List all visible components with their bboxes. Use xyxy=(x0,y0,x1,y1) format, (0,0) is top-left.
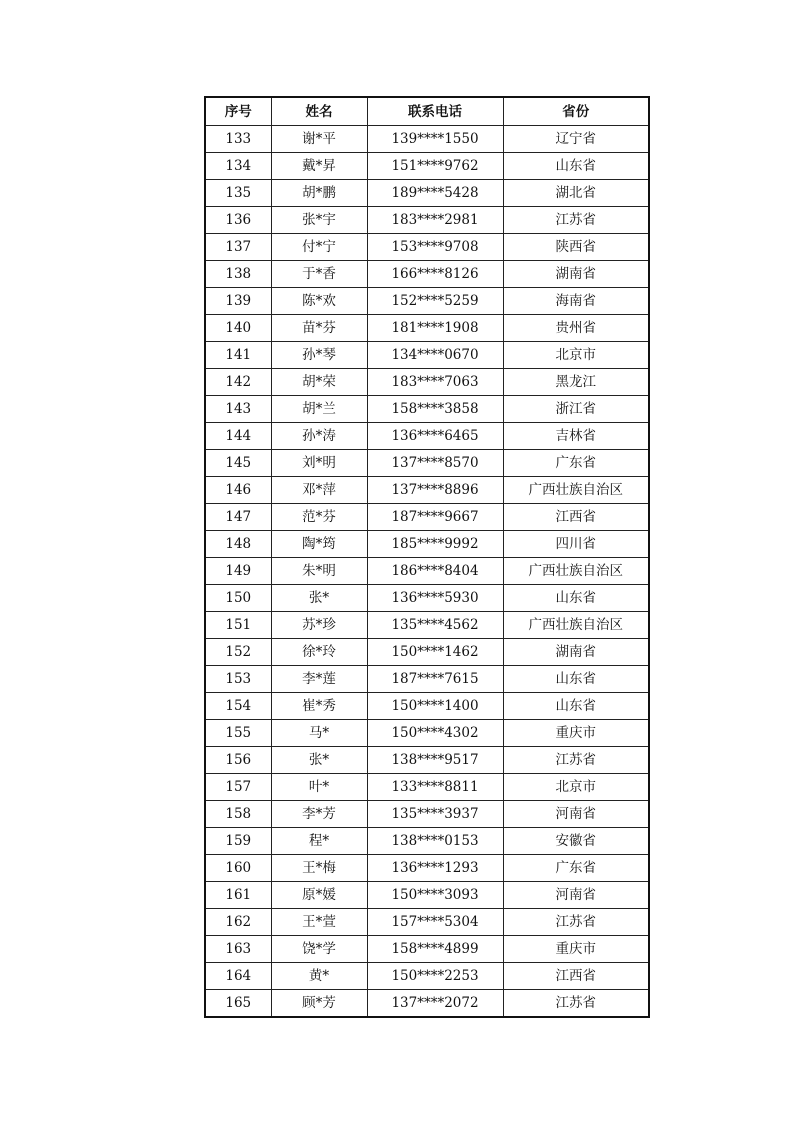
cell-province: 广西壮族自治区 xyxy=(503,477,649,504)
cell-phone: 136****6465 xyxy=(367,423,503,450)
cell-serial-number: 149 xyxy=(205,558,271,585)
cell-name: 张* xyxy=(271,585,367,612)
cell-province: 黑龙江 xyxy=(503,369,649,396)
cell-province: 广西壮族自治区 xyxy=(503,558,649,585)
header-province: 省份 xyxy=(503,97,649,126)
cell-serial-number: 139 xyxy=(205,288,271,315)
cell-name: 张*宇 xyxy=(271,207,367,234)
header-serial-number: 序号 xyxy=(205,97,271,126)
cell-serial-number: 150 xyxy=(205,585,271,612)
cell-name: 范*芬 xyxy=(271,504,367,531)
table-row xyxy=(205,396,649,423)
cell-name: 崔*秀 xyxy=(271,693,367,720)
cell-name: 胡*兰 xyxy=(271,396,367,423)
table-row xyxy=(205,531,649,558)
cell-phone: 185****9992 xyxy=(367,531,503,558)
cell-phone: 189****5428 xyxy=(367,180,503,207)
cell-province: 北京市 xyxy=(503,774,649,801)
cell-serial-number: 136 xyxy=(205,207,271,234)
cell-province: 贵州省 xyxy=(503,315,649,342)
table-row xyxy=(205,828,649,855)
table-row xyxy=(205,801,649,828)
cell-province: 吉林省 xyxy=(503,423,649,450)
cell-phone: 157****5304 xyxy=(367,909,503,936)
cell-province: 山东省 xyxy=(503,153,649,180)
cell-serial-number: 143 xyxy=(205,396,271,423)
cell-serial-number: 148 xyxy=(205,531,271,558)
cell-province: 江苏省 xyxy=(503,990,649,1018)
cell-phone: 138****9517 xyxy=(367,747,503,774)
cell-phone: 183****7063 xyxy=(367,369,503,396)
cell-name: 程* xyxy=(271,828,367,855)
cell-serial-number: 151 xyxy=(205,612,271,639)
cell-phone: 136****5930 xyxy=(367,585,503,612)
cell-name: 陶*筠 xyxy=(271,531,367,558)
cell-serial-number: 147 xyxy=(205,504,271,531)
cell-phone: 151****9762 xyxy=(367,153,503,180)
cell-phone: 139****1550 xyxy=(367,126,503,153)
cell-province: 广西壮族自治区 xyxy=(503,612,649,639)
cell-province: 广东省 xyxy=(503,855,649,882)
cell-province: 江苏省 xyxy=(503,207,649,234)
cell-name: 刘*明 xyxy=(271,450,367,477)
cell-name: 胡*荣 xyxy=(271,369,367,396)
cell-serial-number: 154 xyxy=(205,693,271,720)
cell-province: 四川省 xyxy=(503,531,649,558)
cell-province: 海南省 xyxy=(503,288,649,315)
table-row xyxy=(205,963,649,990)
cell-province: 江苏省 xyxy=(503,909,649,936)
cell-name: 陈*欢 xyxy=(271,288,367,315)
cell-phone: 134****0670 xyxy=(367,342,503,369)
table-row xyxy=(205,585,649,612)
cell-serial-number: 165 xyxy=(205,990,271,1018)
cell-serial-number: 135 xyxy=(205,180,271,207)
cell-serial-number: 162 xyxy=(205,909,271,936)
table-row xyxy=(205,747,649,774)
table-row xyxy=(205,666,649,693)
cell-serial-number: 157 xyxy=(205,774,271,801)
cell-name: 张* xyxy=(271,747,367,774)
cell-name: 原*媛 xyxy=(271,882,367,909)
cell-province: 北京市 xyxy=(503,342,649,369)
cell-phone: 166****8126 xyxy=(367,261,503,288)
cell-name: 于*香 xyxy=(271,261,367,288)
cell-phone: 150****4302 xyxy=(367,720,503,747)
cell-serial-number: 161 xyxy=(205,882,271,909)
cell-province: 湖北省 xyxy=(503,180,649,207)
cell-serial-number: 153 xyxy=(205,666,271,693)
table-row xyxy=(205,882,649,909)
cell-serial-number: 141 xyxy=(205,342,271,369)
cell-phone: 137****2072 xyxy=(367,990,503,1018)
table-row xyxy=(205,936,649,963)
table-row xyxy=(205,504,649,531)
table-row xyxy=(205,909,649,936)
cell-name: 顾*芳 xyxy=(271,990,367,1018)
cell-phone: 138****0153 xyxy=(367,828,503,855)
table-row xyxy=(205,153,649,180)
table-row xyxy=(205,261,649,288)
cell-name: 王*梅 xyxy=(271,855,367,882)
cell-serial-number: 159 xyxy=(205,828,271,855)
cell-phone: 153****9708 xyxy=(367,234,503,261)
cell-province: 湖南省 xyxy=(503,639,649,666)
cell-name: 戴*昇 xyxy=(271,153,367,180)
cell-name: 付*宁 xyxy=(271,234,367,261)
cell-province: 浙江省 xyxy=(503,396,649,423)
cell-phone: 152****5259 xyxy=(367,288,503,315)
cell-phone: 150****3093 xyxy=(367,882,503,909)
table-row xyxy=(205,207,649,234)
cell-province: 湖南省 xyxy=(503,261,649,288)
table-row xyxy=(205,450,649,477)
cell-phone: 150****1462 xyxy=(367,639,503,666)
table-row xyxy=(205,720,649,747)
cell-name: 王*萱 xyxy=(271,909,367,936)
cell-phone: 181****1908 xyxy=(367,315,503,342)
cell-name: 黄* xyxy=(271,963,367,990)
cell-phone: 133****8811 xyxy=(367,774,503,801)
header-row xyxy=(205,97,649,126)
cell-province: 重庆市 xyxy=(503,936,649,963)
cell-serial-number: 144 xyxy=(205,423,271,450)
cell-name: 孙*琴 xyxy=(271,342,367,369)
cell-province: 山东省 xyxy=(503,585,649,612)
cell-phone: 183****2981 xyxy=(367,207,503,234)
cell-phone: 136****1293 xyxy=(367,855,503,882)
table-row xyxy=(205,234,649,261)
cell-phone: 158****3858 xyxy=(367,396,503,423)
cell-name: 谢*平 xyxy=(271,126,367,153)
cell-province: 安徽省 xyxy=(503,828,649,855)
table-row xyxy=(205,126,649,153)
cell-phone: 187****9667 xyxy=(367,504,503,531)
cell-province: 陕西省 xyxy=(503,234,649,261)
table-row xyxy=(205,693,649,720)
header-phone: 联系电话 xyxy=(367,97,503,126)
cell-province: 江苏省 xyxy=(503,747,649,774)
cell-serial-number: 133 xyxy=(205,126,271,153)
cell-serial-number: 140 xyxy=(205,315,271,342)
table-row xyxy=(205,855,649,882)
cell-name: 饶*学 xyxy=(271,936,367,963)
cell-serial-number: 137 xyxy=(205,234,271,261)
cell-serial-number: 145 xyxy=(205,450,271,477)
table-row xyxy=(205,288,649,315)
cell-province: 山东省 xyxy=(503,666,649,693)
cell-serial-number: 146 xyxy=(205,477,271,504)
cell-phone: 187****7615 xyxy=(367,666,503,693)
cell-name: 马* xyxy=(271,720,367,747)
cell-province: 江西省 xyxy=(503,963,649,990)
table-row xyxy=(205,369,649,396)
cell-serial-number: 158 xyxy=(205,801,271,828)
cell-phone: 137****8896 xyxy=(367,477,503,504)
contact-table xyxy=(204,96,650,1018)
cell-name: 李*芳 xyxy=(271,801,367,828)
cell-province: 辽宁省 xyxy=(503,126,649,153)
cell-serial-number: 156 xyxy=(205,747,271,774)
table-row xyxy=(205,639,649,666)
cell-phone: 158****4899 xyxy=(367,936,503,963)
cell-province: 重庆市 xyxy=(503,720,649,747)
cell-name: 叶* xyxy=(271,774,367,801)
cell-phone: 137****8570 xyxy=(367,450,503,477)
table-body xyxy=(205,126,649,1018)
cell-name: 苗*芬 xyxy=(271,315,367,342)
cell-serial-number: 152 xyxy=(205,639,271,666)
table-row xyxy=(205,558,649,585)
cell-serial-number: 155 xyxy=(205,720,271,747)
cell-serial-number: 142 xyxy=(205,369,271,396)
table-row xyxy=(205,990,649,1018)
cell-province: 山东省 xyxy=(503,693,649,720)
cell-name: 胡*鹏 xyxy=(271,180,367,207)
table-row xyxy=(205,315,649,342)
cell-phone: 135****3937 xyxy=(367,801,503,828)
cell-province: 河南省 xyxy=(503,882,649,909)
cell-name: 邓*萍 xyxy=(271,477,367,504)
table-row xyxy=(205,423,649,450)
cell-serial-number: 138 xyxy=(205,261,271,288)
cell-serial-number: 134 xyxy=(205,153,271,180)
table-header xyxy=(205,97,649,126)
header-name: 姓名 xyxy=(271,97,367,126)
table-row xyxy=(205,774,649,801)
cell-province: 河南省 xyxy=(503,801,649,828)
cell-serial-number: 164 xyxy=(205,963,271,990)
cell-phone: 135****4562 xyxy=(367,612,503,639)
table-row xyxy=(205,180,649,207)
cell-name: 孙*涛 xyxy=(271,423,367,450)
cell-province: 江西省 xyxy=(503,504,649,531)
cell-province: 广东省 xyxy=(503,450,649,477)
cell-name: 徐*玲 xyxy=(271,639,367,666)
cell-name: 李*莲 xyxy=(271,666,367,693)
cell-serial-number: 160 xyxy=(205,855,271,882)
table-row xyxy=(205,612,649,639)
cell-phone: 150****2253 xyxy=(367,963,503,990)
table-row xyxy=(205,477,649,504)
cell-phone: 186****8404 xyxy=(367,558,503,585)
cell-name: 朱*明 xyxy=(271,558,367,585)
table-row xyxy=(205,342,649,369)
cell-phone: 150****1400 xyxy=(367,693,503,720)
cell-serial-number: 163 xyxy=(205,936,271,963)
cell-name: 苏*珍 xyxy=(271,612,367,639)
